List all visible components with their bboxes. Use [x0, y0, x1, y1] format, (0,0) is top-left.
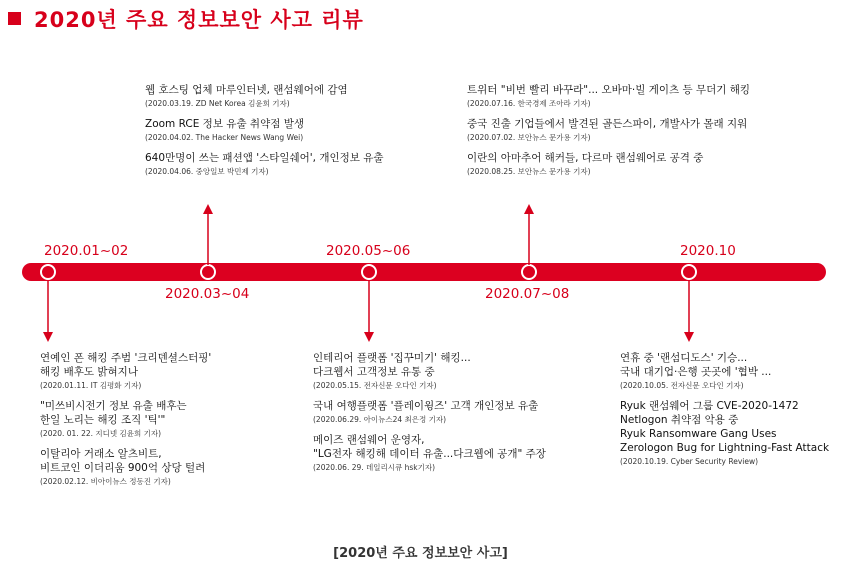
incident-group-jan-feb	[40, 351, 211, 495]
incident-title: 이탈리아 거래소 알츠비트, 비트코인 이더리움 900억 상당 털려	[40, 448, 206, 474]
incident-item	[145, 83, 384, 109]
incident-group-jul-aug	[467, 83, 750, 185]
incident-group-may-jun	[313, 351, 546, 481]
incident-title: 연휴 중 '랜섬디도스' 기승... 국내 대기업·은행 곳곳에 '협박 ...	[620, 352, 772, 378]
period-label-mar-apr: 2020.03~04	[165, 286, 250, 302]
incident-item	[313, 433, 546, 473]
incident-title: 이란의 아마추어 해커들, 다르마 랜섬웨어로 공격 중	[467, 152, 704, 164]
period-label-may-jun: 2020.05~06	[326, 243, 411, 259]
incident-title: "미쓰비시전기 정보 유출 배후는 한일 노리는 해킹 조직 '틱'"	[40, 400, 187, 426]
incident-group-oct	[620, 351, 829, 475]
incident-item	[620, 351, 829, 391]
timeline-bar	[22, 263, 826, 281]
incident-group-mar-apr	[145, 83, 384, 185]
page-title: 2020년 주요 정보보안 사고 리뷰	[34, 8, 364, 32]
timeline-node-may-jun	[361, 264, 377, 280]
incident-source: (2020.02.12. 비아이뉴스 정동진 기자)	[40, 477, 171, 486]
arrow-down-may-jun	[361, 281, 377, 343]
incident-source: (2020.06.29. 아이뉴스24 최은정 기자)	[313, 415, 447, 424]
timeline-node-mar-apr	[200, 264, 216, 280]
incident-title: 트위터 "비번 빨리 바꾸라"... 오바마·빌 게이츠 등 무더기 해킹	[467, 84, 750, 96]
timeline-node-jul-aug	[521, 264, 537, 280]
timeline-node-oct	[681, 264, 697, 280]
incident-item	[40, 447, 211, 487]
arrow-down-jan-feb	[40, 281, 56, 343]
title-marker	[8, 12, 21, 25]
incident-title: 640만명이 쓰는 패션앱 '스타일쉐어', 개인정보 유출	[145, 152, 384, 164]
incident-source: (2020.03.19. ZD Net Korea 김윤희 기자)	[145, 99, 290, 108]
incident-title: 인테리어 플랫폼 '집꾸미기' 해킹... 다크웹서 고객정보 유통 중	[313, 352, 471, 378]
incident-title: 메이즈 랜섬웨어 운영자, "LG전자 해킹해 데이터 유출...다크웹에 공개" 주장	[313, 434, 546, 460]
period-label-jul-aug: 2020.07~08	[485, 286, 570, 302]
incident-title: Zoom RCE 정보 유출 취약점 발생	[145, 118, 304, 130]
incident-item	[145, 151, 384, 177]
incident-source: (2020.07.02. 보안뉴스 문가용 기자)	[467, 133, 591, 142]
arrow-down-oct	[681, 281, 697, 343]
incident-item	[313, 351, 546, 391]
incident-item	[467, 117, 750, 143]
incident-item	[467, 83, 750, 109]
incident-item	[620, 399, 829, 467]
incident-item	[40, 351, 211, 391]
incident-item	[467, 151, 750, 177]
figure-caption: [2020년 주요 정보보안 사고]	[333, 546, 508, 561]
incident-title: 연예인 폰 해킹 주범 '크리덴셜스터핑' 해킹 배후도 밝혀지나	[40, 352, 212, 378]
incident-item	[313, 399, 546, 425]
period-label-jan-feb: 2020.01~02	[44, 243, 129, 259]
incident-source: (2020.07.16. 한국경제 조아라 기자)	[467, 99, 591, 108]
incident-source: (2020.10.05. 전자신문 오다인 기자)	[620, 381, 744, 390]
incident-source: (2020. 01. 22. 지디넷 김윤희 기자)	[40, 429, 162, 438]
incident-source: (2020.04.02. The Hacker News Wang Wei)	[145, 133, 304, 142]
incident-title: 중국 진출 기업들에서 발견된 골든스파이, 개발사가 몰래 지워	[467, 118, 748, 130]
incident-item	[145, 117, 384, 143]
incident-title: 웹 호스팅 업체 마루인터넷, 랜섬웨어에 감염	[145, 84, 348, 96]
incident-source: (2020.08.25. 보안뉴스 문가용 기자)	[467, 167, 591, 176]
incident-source: (2020.10.19. Cyber Security Review)	[620, 457, 759, 466]
arrow-up-jul-aug	[521, 203, 537, 265]
incident-title: 국내 여행플랫폼 '플레이윙즈' 고객 개인정보 유출	[313, 400, 539, 412]
timeline-node-jan-feb	[40, 264, 56, 280]
incident-item	[40, 399, 211, 439]
incident-source: (2020.04.06. 중앙일보 박민제 기자)	[145, 167, 269, 176]
period-label-oct: 2020.10	[680, 243, 736, 259]
incident-title: Ryuk 랜섬웨어 그룹 CVE-2020-1472 Netlogon 취약점 악용 중 Ryuk Ransomware Gang Uses Zerologon Bug for Lightning-Fast Attack	[620, 400, 830, 454]
incident-source: (2020.01.11. IT 김평화 기자)	[40, 381, 142, 390]
incident-source: (2020.06. 29. 데일리시큐 hsk기자)	[313, 463, 436, 472]
incident-source: (2020.05.15. 전자신문 오다인 기자)	[313, 381, 437, 390]
arrow-up-mar-apr	[200, 203, 216, 265]
